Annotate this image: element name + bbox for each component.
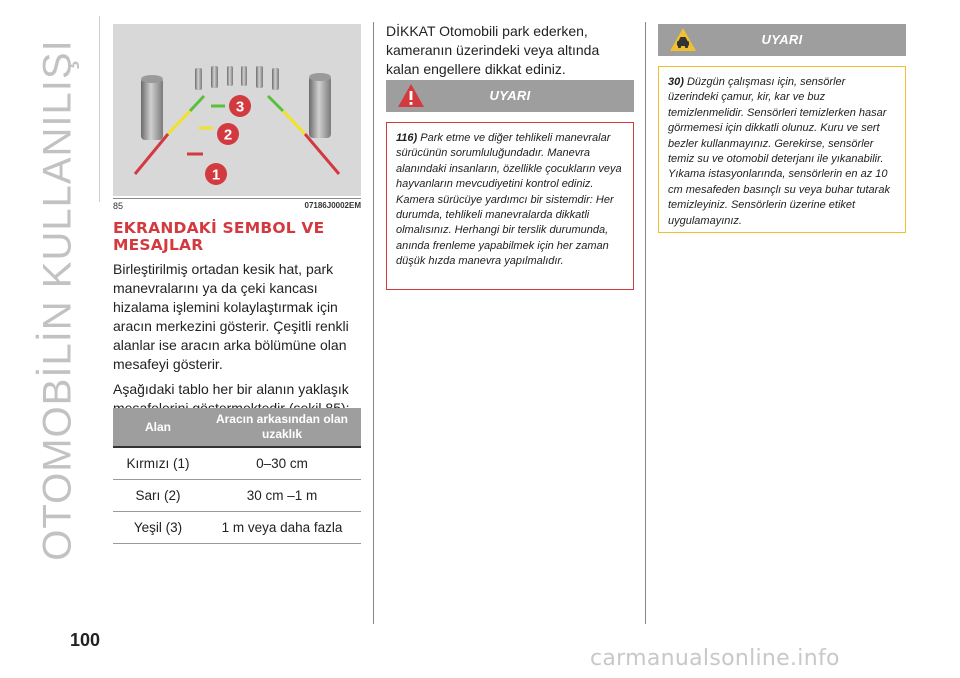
table-cell: 30 cm –1 m [203, 480, 361, 512]
figure-caption [113, 198, 361, 213]
table-header-row [113, 408, 361, 447]
page-number: 100 [70, 630, 101, 650]
marker-2: 2 [223, 126, 233, 144]
column-1 [113, 220, 363, 424]
warning-header [658, 24, 906, 56]
warning-text: Park etme ve diğer tehlikeli manevralar sürücünün sorumluluğundadır. Manevra alanındaki insanların, özellikle çocukların veya hayvanların mevcudiyetini kontrol ediniz. Kamera sürücüye yardımcı bir sistemdir: Her durumda, tehlikeli manevralarda dikkatli olmalısınız. Herhangi bir terslik durumunda, anında frenleme yapabilmek için her zaman düşük hızda manevra yapılmalıdır. [396, 132, 622, 268]
table-cell: Yeşil (3) [113, 512, 203, 544]
table-cell: Kırmızı (1) [113, 447, 203, 480]
zone-markers [205, 95, 251, 185]
marker-1: 1 [211, 166, 221, 184]
section-paragraph-2: Aşağıdaki tablo her bir alanın yaklaşık [113, 381, 349, 397]
section-side-title: OTOMOBİLİN KULLANILIŞI [35, 39, 80, 561]
section-paragraph-1: Birleştirilmiş ortadan kesik hat, park manevralarını ya da çeki kancası hizalama işlemini kolaylaştırmak için aracın merkezini gösterir. Çeşitli renkli alanlar ise aracın arka bölümüne olan mesafeyi gösterir. [113, 261, 349, 372]
parking-guide-lines-illustration [113, 24, 361, 196]
table-cell: 1 m veya daha fazla [203, 512, 361, 544]
warning-header [386, 80, 634, 112]
warning-title: UYARI [761, 32, 803, 47]
marker-3: 3 [235, 98, 245, 116]
warning-box [658, 66, 906, 233]
column-divider [645, 22, 646, 624]
parking-camera-figure [113, 24, 361, 196]
caution-paragraph: DİKKAT Otomobili park ederken, kameranın üzerindeki veya altında kalan engellere dikkat ediniz. [386, 23, 600, 77]
warning-title: UYARI [489, 88, 531, 103]
watermark: carmanualsonline.info [590, 646, 840, 671]
table-row [113, 447, 361, 480]
distance-table [113, 408, 361, 544]
table-row [113, 480, 361, 512]
table-cell: Sarı (2) [113, 480, 203, 512]
section-heading: EKRANDAKİ SEMBOL VE MESAJLAR [113, 219, 325, 254]
figure-number: 85 [113, 201, 124, 211]
table-header-distance: Aracın arkasından olan uzaklık [203, 408, 361, 447]
warning-number: 116) [396, 132, 418, 144]
table-header-zone: Alan [113, 408, 203, 447]
table-cell: 0–30 cm [203, 447, 361, 480]
warning-box [386, 122, 634, 290]
warning-number: 30) [668, 76, 684, 88]
figure-code: 07186J0002EM [304, 201, 361, 210]
warning-text: Düzgün çalışması için, sensörler üzerindeki çamur, kir, kar ve buz temizlenmelidir. Sensörleri temizlerken hasar görmemesi için dikkatli olunuz. Kuru ve sert bezler kullanmayınız. Gerekirse, sensörler temiz su ve otomobil deterjanı ile yıkanabilir. Yıkama istasyonlarında, sensörlerin en az 10 cm mesafeden basınçlı su veya buhar tutarak temizleyiniz. Sensörlerin üzerine etiket uygulamayınız. [668, 76, 890, 227]
column-divider [373, 22, 374, 624]
side-divider [99, 16, 100, 202]
table-row [113, 512, 361, 544]
